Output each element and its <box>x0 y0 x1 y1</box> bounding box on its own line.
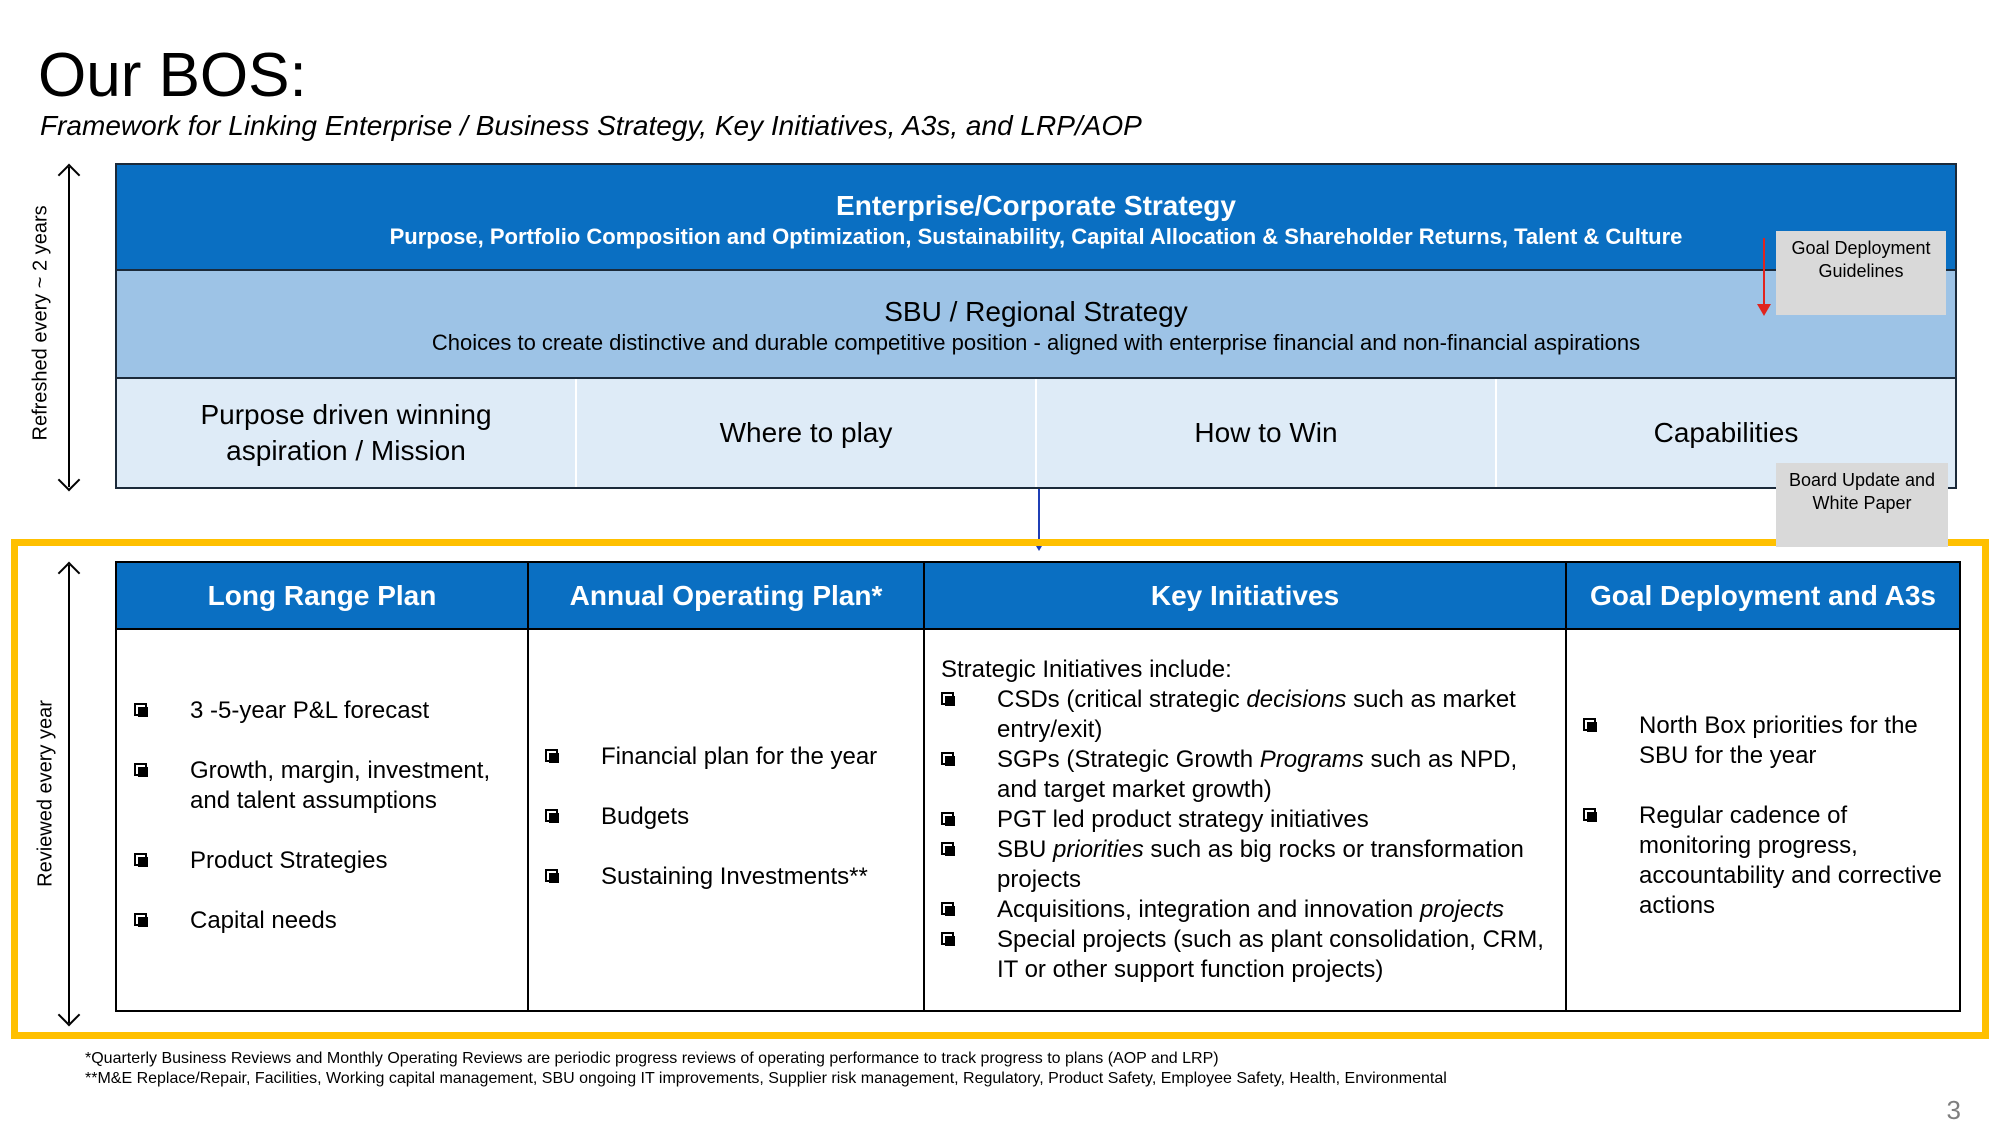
pillar-how-to-win: How to Win <box>1037 379 1497 487</box>
checkbox-bullet-icon <box>941 902 954 915</box>
enterprise-strategy-subtitle: Purpose, Portfolio Composition and Optimization, Sustainability, Capital Allocation & Shareholder Returns, Talent & Culture <box>389 224 1683 249</box>
enterprise-strategy-title: Enterprise/Corporate Strategy <box>836 190 1236 221</box>
checkbox-bullet-icon <box>941 932 954 945</box>
list-item: PGT led product strategy initiatives <box>941 805 1555 835</box>
checkbox-bullet-icon <box>134 913 147 926</box>
goal-deployment-column <box>1567 563 1959 1010</box>
aop-list <box>545 742 915 892</box>
board-update-callout: Board Update and White Paper <box>1776 463 1948 547</box>
list-item: Regular cadence of monitoring progress, accountability and corrective actions <box>1583 801 1951 921</box>
goal-deployment-arrow <box>1763 238 1765 306</box>
checkbox-bullet-icon <box>1583 718 1596 731</box>
list-item: Financial plan for the year <box>545 742 915 772</box>
sbu-strategy-band <box>115 271 1957 379</box>
key-initiatives-column <box>925 563 1567 1010</box>
page-number: 3 <box>1946 1095 1961 1125</box>
review-label: Reviewed every year <box>34 700 57 887</box>
page-title: Our BOS: <box>38 41 307 110</box>
list-item: Sustaining Investments** <box>545 862 915 892</box>
list-item: Product Strategies <box>134 846 519 876</box>
planning-table <box>115 561 1961 1012</box>
pillar-where-to-play: Where to play <box>577 379 1037 487</box>
checkbox-bullet-icon <box>134 763 147 776</box>
goal-deployment-arrow-head <box>1757 304 1771 316</box>
page-subtitle: Framework for Linking Enterprise / Business Strategy, Key Initiatives, A3s, and LRP/AOP <box>40 110 1142 141</box>
checkbox-bullet-icon <box>545 749 558 762</box>
footnote-1: *Quarterly Business Reviews and Monthly Operating Reviews are periodic progress reviews of operating performance to track progress to plans (AOP and LRP) <box>85 1050 1219 1067</box>
aop-column <box>529 563 925 1010</box>
list-item: SGPs (Strategic Growth Programs such as NPD, and target market growth) <box>941 745 1555 805</box>
checkbox-bullet-icon <box>134 853 147 866</box>
list-item: Budgets <box>545 802 915 832</box>
connector-arrow <box>1038 489 1040 542</box>
lrp-column <box>117 563 529 1010</box>
goal-deployment-header: Goal Deployment and A3s <box>1567 563 1959 630</box>
sbu-strategy-subtitle: Choices to create distinctive and durable competitive position - aligned with enterprise financial and non-financial aspirations <box>431 330 1641 355</box>
lrp-header: Long Range Plan <box>117 563 527 630</box>
checkbox-bullet-icon <box>941 692 954 705</box>
refresh-label: Refreshed every ~ 2 years <box>29 205 52 441</box>
aop-header: Annual Operating Plan* <box>529 563 923 630</box>
list-item: SBU priorities such as big rocks or transformation projects <box>941 835 1555 895</box>
list-item: Growth, margin, investment, and talent assumptions <box>134 756 519 816</box>
strategy-pillars <box>115 379 1957 489</box>
checkbox-bullet-icon <box>941 752 954 765</box>
list-item: Special projects (such as plant consolidation, CRM, IT or other support function projects) <box>941 925 1555 985</box>
sbu-strategy-title: SBU / Regional Strategy <box>884 296 1188 327</box>
checkbox-bullet-icon <box>545 809 558 822</box>
lrp-list <box>134 696 519 936</box>
key-initiatives-intro: Strategic Initiatives include: <box>941 656 1232 683</box>
list-item: Acquisitions, integration and innovation projects <box>941 895 1555 925</box>
enterprise-strategy-band <box>115 163 1957 271</box>
list-item: CSDs (critical strategic decisions such as market entry/exit) <box>941 685 1555 745</box>
goal-deployment-callout: Goal Deployment Guidelines <box>1776 231 1946 315</box>
pillar-mission: Purpose driven winning aspiration / Mission <box>117 379 577 487</box>
footnote-2: **M&E Replace/Repair, Facilities, Working capital management, SBU ongoing IT improvements, Supplier risk management, Regulatory, Product Safety, Employee Safety, Health, Environmental <box>85 1070 1447 1087</box>
key-initiatives-list <box>941 685 1555 985</box>
list-item: 3 -5-year P&L forecast <box>134 696 519 726</box>
list-item: Capital needs <box>134 906 519 936</box>
checkbox-bullet-icon <box>1583 808 1596 821</box>
list-item: North Box priorities for the SBU for the year <box>1583 711 1951 771</box>
goal-deployment-list <box>1583 711 1951 921</box>
checkbox-bullet-icon <box>941 812 954 825</box>
checkbox-bullet-icon <box>134 703 147 716</box>
checkbox-bullet-icon <box>941 842 954 855</box>
pillar-capabilities: Capabilities <box>1653 417 1799 448</box>
key-initiatives-header: Key Initiatives <box>925 563 1565 630</box>
checkbox-bullet-icon <box>545 869 558 882</box>
